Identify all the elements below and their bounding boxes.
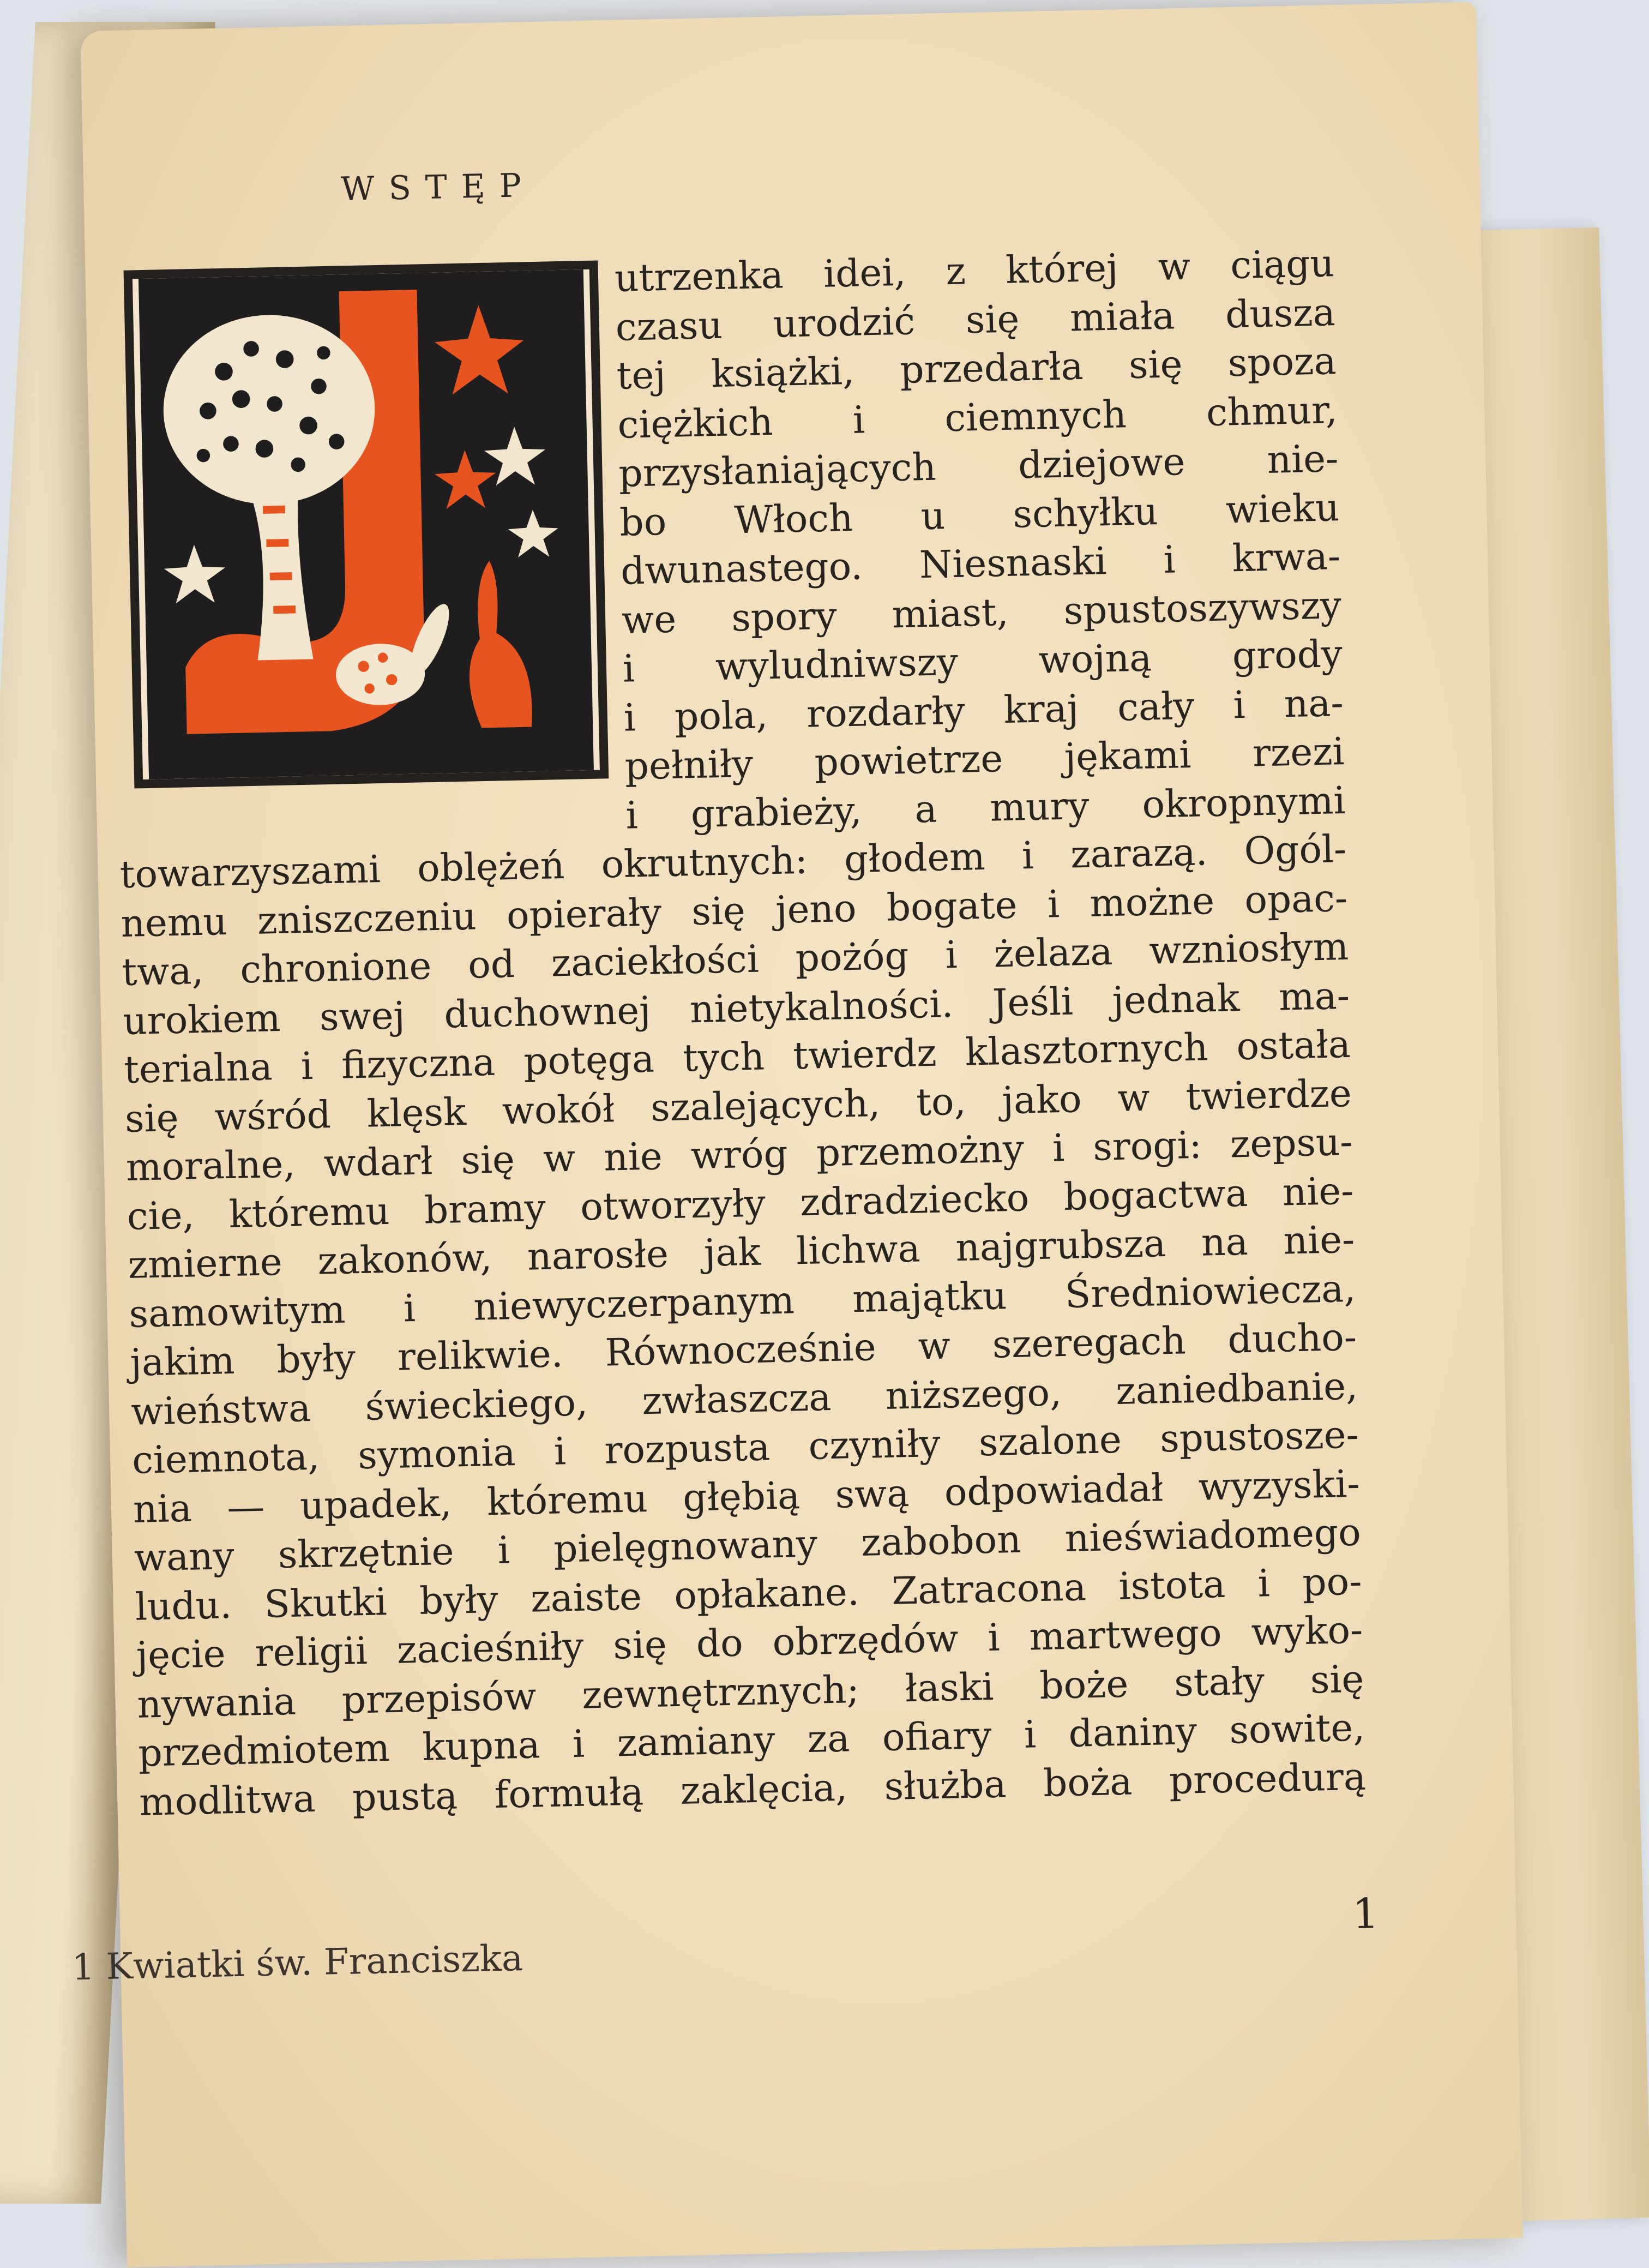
text-line: ludu. Skutki były zaiste opłakane. Zatracona istota i po- — [135, 1559, 1363, 1629]
text-line: przedmiotem kupna i zamiany za ofiary i daniny sowite, — [137, 1706, 1365, 1775]
text-line: ciemnota, symonia i rozpusta czyniły szalone spustosze- — [131, 1413, 1359, 1483]
text-line: i grabieży, a mury okropnymi — [625, 778, 1346, 838]
text-line: i pola, rozdarły kraj cały i na- — [623, 681, 1344, 740]
book-page — [71, 2, 1522, 2267]
text-line: dwunastego. Niesnaski i krwa- — [620, 535, 1341, 593]
text-line: nia — upadek, któremu głębią swą odpowiadał wyzyski- — [133, 1462, 1361, 1532]
text-line: samowitym i niewyczerpanym majątku Średniowiecza, — [128, 1267, 1356, 1336]
text-line: terialna i fizyczna potęga tych twierdz klasztornych ostała — [123, 1022, 1351, 1092]
text-line: pełniły powietrze jękami rzezi — [624, 730, 1345, 789]
page-number: 1 — [1352, 1889, 1380, 1939]
text-line: jęcie religii zacieśniły się do obrzędów i martwego wyko- — [135, 1608, 1364, 1678]
text-line: się wśród klęsk wokół szalejących, to, jako w twierdze — [124, 1071, 1352, 1141]
text-line: cie, któremu bramy otworzyły zdradziecko bogactwa nie- — [127, 1169, 1355, 1239]
body-text — [107, 239, 1366, 1827]
text-line: modlitwa pustą formułą zaklęcia, służba boża procedurą — [139, 1755, 1367, 1825]
text-line: bo Włoch u schyłku wieku — [619, 485, 1340, 545]
text-line: twa, chronione od zaciekłości pożóg i żelaza wzniosłym — [121, 925, 1349, 995]
text-line: i wyludniwszy wojną grody — [622, 632, 1343, 691]
text-line: tej książki, przedarła się spoza — [616, 339, 1337, 398]
text-line: przysłaniających dziejowe nie- — [618, 437, 1339, 496]
text-line: wany skrzętnie i pielęgnowany zabobon nieświadomego — [134, 1510, 1362, 1580]
text-line: nywania przepisów zewnętrznych; łaski boże stały się — [136, 1657, 1364, 1727]
footer-book-title: 1 Kwiatki św. Franciszka — [71, 1937, 523, 1989]
text-line: wieństwa świeckiego, zwłaszcza niższego, zaniedbanie, — [130, 1364, 1358, 1434]
text-line: moralne, wdarł się w nie wróg przemożny i srogi: zepsu- — [125, 1120, 1353, 1190]
text-line: utrzenka idei, z której w ciągu — [614, 242, 1335, 301]
text-line: ciężkich i ciemnych chmur, — [617, 388, 1338, 447]
text-line: zmierne zakonów, narosłe jak lichwa najgrubsza na nie- — [127, 1217, 1356, 1287]
text-line: urokiem swej duchownej nietykalności. Jeśli jednak ma- — [122, 974, 1350, 1043]
text-line: towarzyszami oblężeń okrutnych: głodem i zarazą. Ogól- — [119, 827, 1347, 897]
text-line: we spory miast, spustoszywszy — [621, 583, 1342, 643]
text-line: jakim były relikwie. Równocześnie w szeregach ducho- — [129, 1315, 1357, 1385]
text-line: czasu urodzić się miała dusza — [615, 290, 1336, 350]
chapter-heading: WSTĘP — [340, 166, 536, 209]
text-line: nemu zniszczeniu opierały się jeno bogate i możne opac- — [120, 876, 1348, 946]
